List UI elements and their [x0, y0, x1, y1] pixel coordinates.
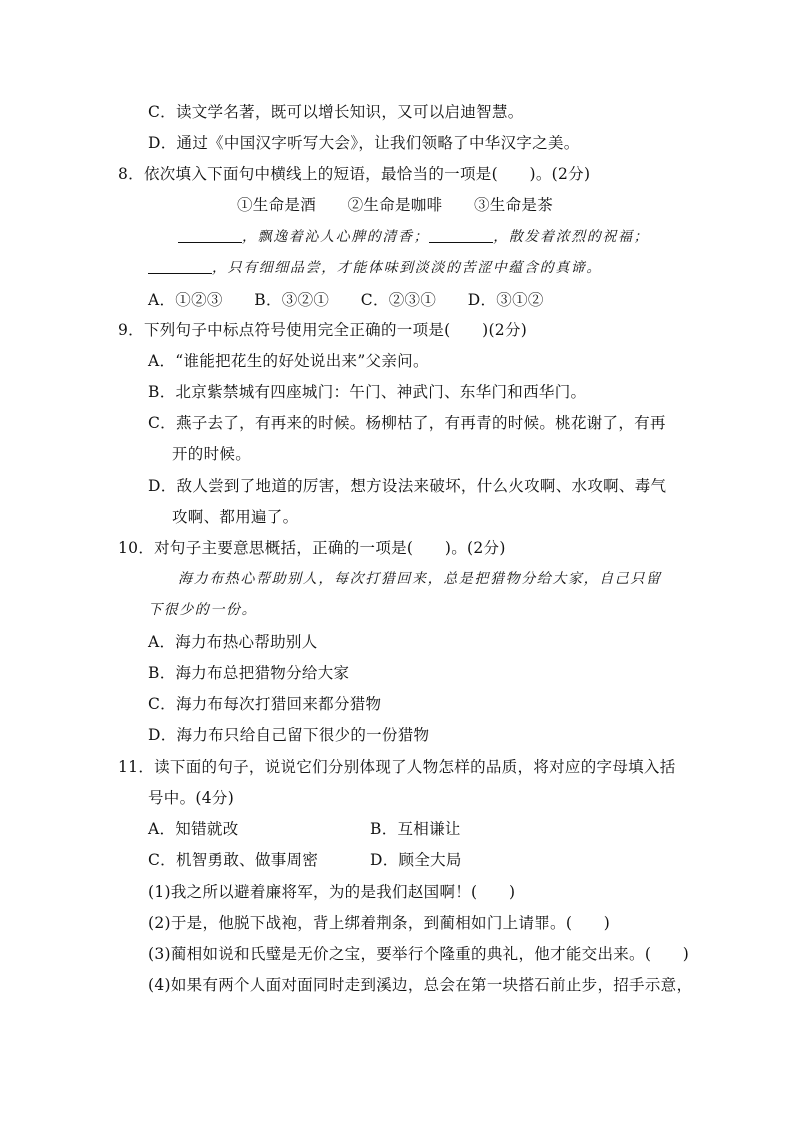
q9-option-d-line1: D．敌人尝到了地道的厉害，想方设法来破坏，什么火攻啊、水攻啊、毒气 — [148, 477, 667, 495]
q8-stem: 8．依次填入下面句中横线上的短语，最恰当的一项是( )。(2分) — [118, 165, 591, 183]
q11-sentence-2: (2)于是，他脱下战袍，背上绑着荆条，到蔺相如门上请罪。( ) — [148, 914, 611, 932]
q11-sentence-1: (1)我之所以避着廉将军，为的是我们赵国啊！( ) — [148, 883, 516, 901]
q9-option-b: B．北京紫禁城有四座城门：午门、神武门、东华门和西华门。 — [148, 383, 587, 401]
blank-2[interactable] — [429, 228, 493, 243]
q10-option-b: B．海力布总把猎物分给大家 — [148, 664, 350, 682]
q8-passage-part2: ，散发着浓烈的祝福； — [493, 229, 650, 245]
q8-options: A．①②③ B．③②① C．②③① D．③①② — [148, 291, 544, 309]
q11-option-a: A．知错就改 — [148, 820, 239, 838]
q11-stem-line1: 11．读下面的句子，说说它们分别体现了人物怎样的品质，将对应的字母填入括 — [118, 758, 676, 776]
q11-option-c: C．机智勇敢、做事周密 — [148, 851, 319, 869]
q9-option-a: A．“谁能把花生的好处说出来”父亲问。 — [148, 352, 429, 370]
q8-passage-line2 — [148, 258, 602, 278]
q9-stem: 9．下列句子中标点符号使用完全正确的一项是( )(2分) — [118, 321, 528, 339]
q8-phrases: ①生命是酒 ②生命是咖啡 ③生命是茶 — [237, 196, 554, 214]
q11-option-d: D．顾全大局 — [370, 851, 462, 869]
q10-option-c: C．海力布每次打猎回来都分猎物 — [148, 695, 382, 713]
q11-stem-line2: 号中。(4分) — [148, 789, 235, 807]
q8-passage-part3: ，只有细细品尝，才能体味到淡淡的苦涩中蕴含的真谛。 — [212, 260, 602, 276]
q10-stem: 10．对句子主要意思概括，正确的一项是( )。(2分) — [118, 539, 506, 557]
q10-option-d: D．海力布只给自己留下很少的一份猎物 — [148, 726, 430, 744]
q10-option-a: A．海力布热心帮助别人 — [148, 633, 318, 651]
blank-1[interactable] — [178, 228, 242, 243]
q9-option-c-line2: 开的时候。 — [172, 445, 252, 463]
q7-option-d: D．通过《中国汉字听写大会》，让我们领略了中华汉字之美。 — [148, 134, 580, 152]
q9-option-d-line2: 攻啊、都用遍了。 — [172, 508, 299, 526]
q7-option-c: C．读文学名著，既可以增长知识，又可以启迪智慧。 — [148, 103, 524, 121]
q11-option-b: B．互相谦让 — [370, 820, 461, 838]
q11-sentence-3: (3)蔺相如说和氏璧是无价之宝，要举行个隆重的典礼，他才能交出来。( ) — [148, 945, 690, 963]
q11-sentence-4: (4)如果有两个人面对面同时走到溪边，总会在第一块搭石前止步，招手示意， — [148, 976, 693, 994]
q10-passage-line2: 下很少的一份。 — [148, 602, 258, 618]
blank-3[interactable] — [148, 259, 212, 274]
q10-passage-line1: 海力布热心帮助别人，每次打猎回来，总是把猎物分给大家，自己只留 — [178, 571, 662, 587]
q8-passage-line1 — [178, 227, 649, 247]
q8-passage-part1: ，飘逸着沁人心脾的清香； — [242, 229, 430, 245]
q9-option-c-line1: C．燕子去了，有再来的时候。杨柳枯了，有再青的时候。桃花谢了，有再 — [148, 414, 666, 432]
